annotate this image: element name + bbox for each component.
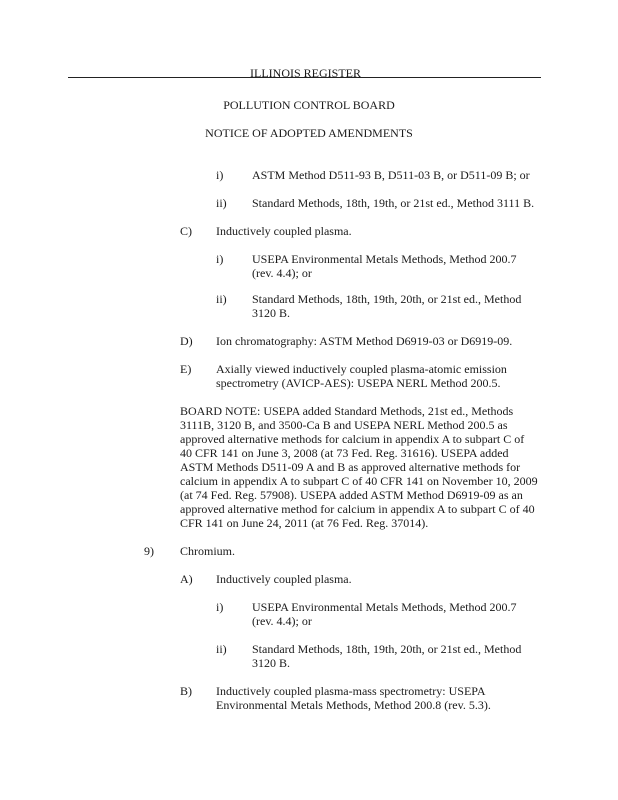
item-text: Inductively coupled plasma. (216, 572, 352, 586)
board-note-line: calcium in appendix A to subpart C of 40 CFR 141 on November 10, 2009 (180, 474, 538, 488)
item-text: Inductively coupled plasma. (216, 224, 352, 238)
board-note-line: BOARD NOTE: USEPA added Standard Methods, 21st ed., Methods (180, 404, 514, 418)
board-note-line: ASTM Methods D511-09 A and B as approved alternative methods for (180, 460, 521, 474)
board-note-line: CFR 141 on June 24, 2011 (at 76 Fed. Reg. 37014). (180, 516, 429, 530)
item-num: i) (216, 252, 224, 266)
section-title: Chromium. (180, 544, 236, 558)
board-note-line: approved alternative method for calcium in appendix A to subpart C of 40 (180, 502, 535, 516)
notice-title: NOTICE OF ADOPTED AMENDMENTS (205, 126, 413, 140)
item-num: i) (216, 600, 224, 614)
item-text: Standard Methods, 18th, 19th, 20th, or 21st ed., Method (252, 642, 522, 656)
board-note-line: 3111B, 3120 B, and 3500-Ca B and USEPA NERL Method 200.5 as (180, 418, 508, 432)
item-text: spectrometry (AVICP-AES): USEPA NERL Method 200.5. (216, 376, 501, 390)
board-note-line: approved alternative methods for calcium in appendix A to subpart C of (180, 432, 525, 446)
item-num: ii) (216, 196, 227, 210)
item-text: USEPA Environmental Metals Methods, Method 200.7 (252, 252, 517, 266)
board-note-line: 40 CFR 141 on June 3, 2008 (at 73 Fed. Reg. 31616). USEPA added (180, 446, 509, 460)
item-text: USEPA Environmental Metals Methods, Method 200.7 (252, 600, 517, 614)
item-num: B) (180, 684, 192, 698)
item-text: Standard Methods, 18th, 19th, 20th, or 21st ed., Method (252, 292, 522, 306)
item-text: Environmental Metals Methods, Method 200.8 (rev. 5.3). (216, 698, 491, 712)
item-num: C) (180, 224, 192, 238)
item-text: (rev. 4.4); or (252, 614, 312, 628)
section-num: 9) (144, 544, 154, 558)
item-text: 3120 B. (252, 306, 291, 320)
item-num: ii) (216, 292, 227, 306)
item-text: Axially viewed inductively coupled plasma-atomic emission (216, 362, 507, 376)
agency-title: POLLUTION CONTROL BOARD (223, 98, 395, 112)
item-num: E) (180, 362, 192, 376)
item-text: Inductively coupled plasma-mass spectrometry: USEPA (216, 684, 486, 698)
item-text: (rev. 4.4); or (252, 266, 312, 280)
item-num: i) (216, 168, 224, 182)
item-text: ASTM Method D511-93 B, D511-03 B, or D511-09 B; or (252, 168, 530, 182)
board-note-line: (at 74 Fed. Reg. 57908). USEPA added ASTM Method D6919-09 as an (180, 488, 523, 502)
item-num: A) (180, 572, 193, 586)
header-rule (68, 77, 541, 78)
item-num: D) (180, 334, 193, 348)
item-text: Ion chromatography: ASTM Method D6919-03 or D6919-09. (216, 334, 513, 348)
item-num: ii) (216, 642, 227, 656)
item-text: Standard Methods, 18th, 19th, or 21st ed., Method 3111 B. (252, 196, 535, 210)
item-text: 3120 B. (252, 656, 291, 670)
register-title: ILLINOIS REGISTER (250, 66, 361, 80)
